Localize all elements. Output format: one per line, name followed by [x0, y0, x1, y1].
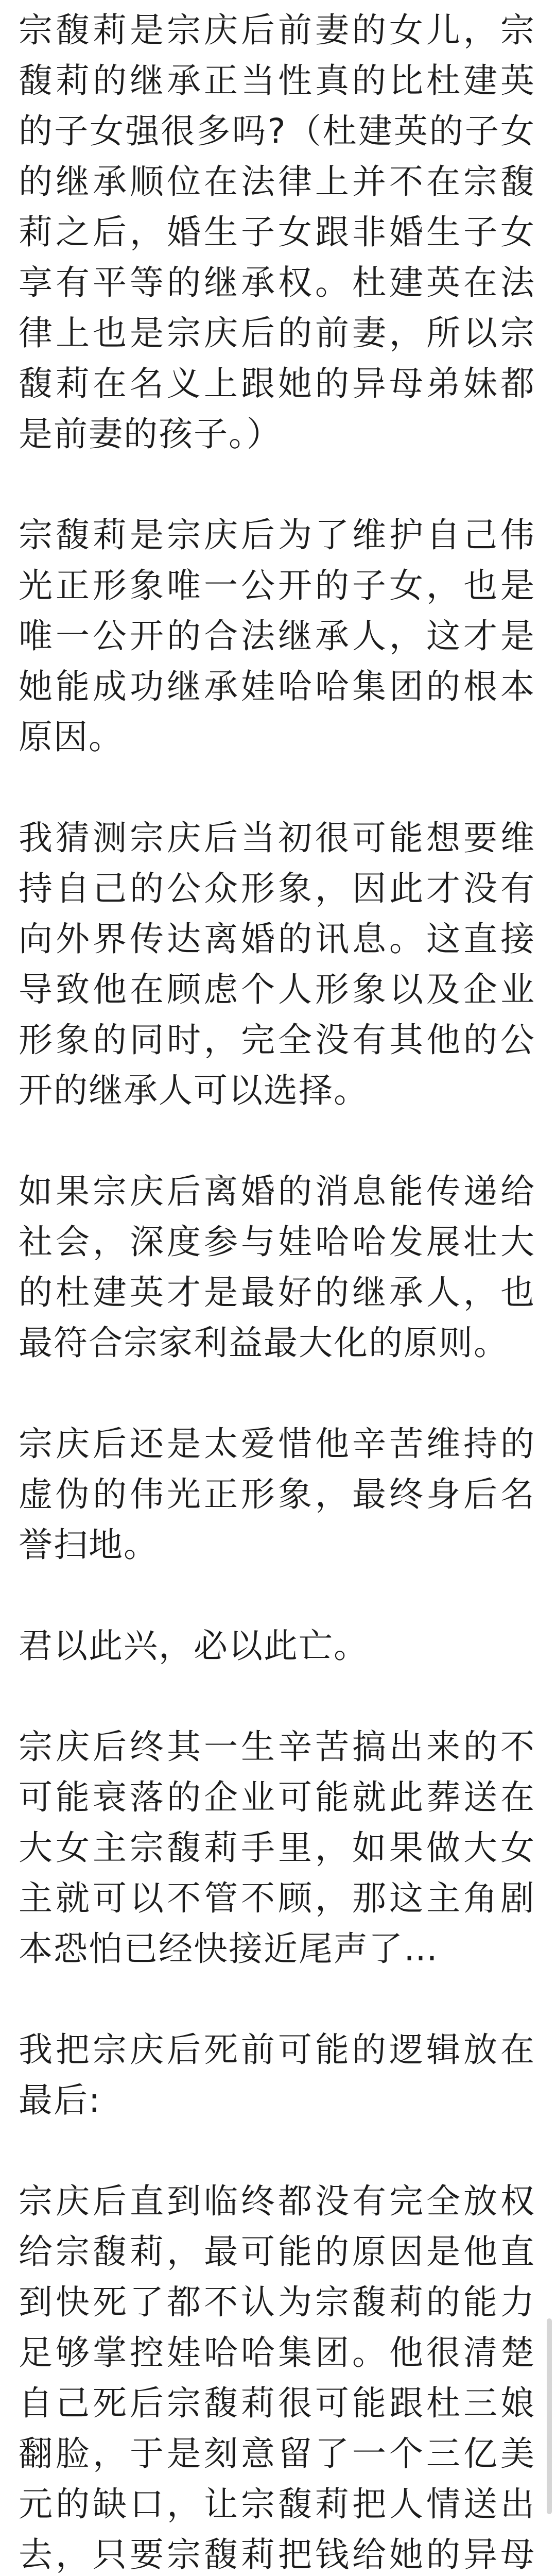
paragraph-spacer [19, 1974, 535, 2025]
paragraph-spacer [19, 762, 535, 813]
paragraph-2: 宗馥莉是宗庆后为了维护自己伟光正形象唯一公开的子女，也是唯一公开的合法继承人，这才是她能成功继承娃哈哈集团的根本原因。 [19, 515, 535, 757]
paragraph-spacer [19, 1116, 535, 1166]
paragraph-1: 宗馥莉是宗庆后前妻的女儿，宗馥莉的继承正当性真的比杜建英的子女强很多吗?（杜建英的子女的继承顺位在法律上并不在宗馥莉之后，婚生子女跟非婚生子女享有平等的继承权。杜建英在法律上也是宗庆后的前妻，所以宗馥莉在名义上跟她的异母弟妹都是前妻的孩子。） [19, 10, 535, 454]
paragraph-spacer [19, 2126, 535, 2176]
paragraph-spacer [19, 1671, 535, 1722]
paragraph-9: 宗庆后直到临终都没有完全放权给宗馥莉，最可能的原因是他直到快死了都不认为宗馥莉的能力足够掌控娃哈哈集团。他很清楚自己死后宗馥莉很可能跟杜三娘翻脸，于是刻意留了一个三亿美元的缺口，让宗馥莉把人情送出去，只要宗馥莉把钱给她的异母 [19, 2181, 535, 2574]
paragraph-spacer [19, 1368, 535, 1419]
paragraph-8: 我把宗庆后死前可能的逻辑放在最后: [19, 2030, 535, 2120]
paragraph-6: 君以此兴，必以此亡。 [19, 1626, 369, 1666]
paragraph-5: 宗庆后还是太爱惜他辛苦维持的虚伪的伟光正形象，最终身后名誉扫地。 [19, 1424, 535, 1565]
paragraph-7: 宗庆后终其一生辛苦搞出来的不可能衰落的企业可能就此葬送在大女主宗馥莉手里，如果做大女主就可以不管不顾，那这主角剧本恐怕已经快接近尾声了… [19, 1727, 535, 1969]
paragraph-spacer [19, 1570, 535, 1621]
paragraph-4: 如果宗庆后离婚的消息能传递给社会，深度参与娃哈哈发展壮大的杜建英才是最好的继承人，也最符合宗家利益最大化的原则。 [19, 1172, 535, 1363]
scrollbar-thumb[interactable] [547, 2318, 552, 2514]
paragraph-spacer [19, 460, 535, 510]
paragraph-3: 我猜测宗庆后当初很可能想要维持自己的公众形象，因此才没有向外界传达离婚的讯息。这直接导致他在顾虑个人形象以及企业形象的同时，完全没有其他的公开的继承人可以选择。 [19, 818, 535, 1110]
